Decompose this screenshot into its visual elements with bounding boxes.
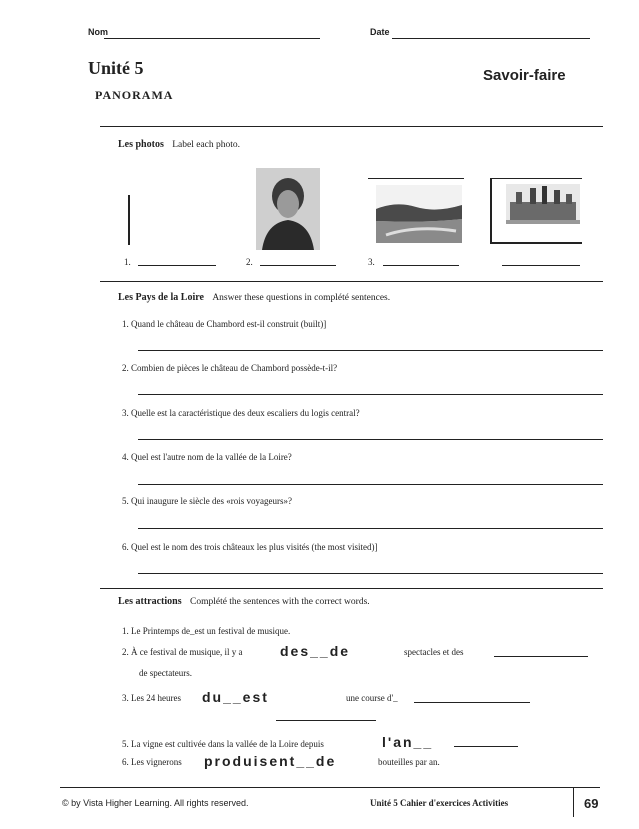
date-label: Date <box>370 27 390 37</box>
question-6: 6. Quel est le nom des trois châteaux les plus visités (the most visited)] <box>122 542 378 552</box>
nom-label: Nom <box>88 27 108 37</box>
page-number: 69 <box>584 796 599 811</box>
question-1: 1. Quand le château de Chambord est-il construit (built)] <box>122 319 327 329</box>
copyright: © by Vista Higher Learning. All rights reserved. <box>62 798 249 808</box>
blank-3[interactable] <box>414 702 530 703</box>
sentence-2-end: de spectateurs. <box>139 668 192 678</box>
question-4: 4. Quel est l'autre nom de la vallée de la Loire? <box>122 452 292 462</box>
sentence-5: 5. La vigne est cultivée dans la vallée de la Loire depuis <box>122 739 324 749</box>
answer-line-4[interactable] <box>138 484 603 485</box>
footer-divider <box>60 787 600 788</box>
sentence-3-cont: une course d'_ <box>346 693 398 703</box>
section-divider <box>100 281 603 282</box>
photos-section-title: Les photos Label each photo. <box>118 139 241 150</box>
sentence-6: 6. Les vignerons <box>122 757 182 767</box>
nom-field[interactable] <box>104 38 320 39</box>
photo-1-frame <box>128 195 130 245</box>
blank-5[interactable] <box>454 746 518 747</box>
photo-label-2: 2. <box>246 257 253 267</box>
sentence-1: 1. Le Printemps de_est un festival de musique. <box>122 626 291 636</box>
blank-4[interactable] <box>276 720 376 721</box>
photo-answer-1[interactable] <box>138 265 216 266</box>
question-5: 5. Qui inaugure le siècle des «rois voyageurs»? <box>122 496 292 506</box>
pays-section-title: Les Pays de la Loire Answer these questions in complété sentences. <box>118 292 391 303</box>
unit-title: Unité 5 <box>88 58 144 78</box>
section-divider <box>100 126 603 127</box>
attractions-section-title: Les attractions Complété the sentences with the correct words. <box>118 596 370 607</box>
photo-chambord-castle <box>506 184 580 224</box>
question-2: 2. Combien de pièces le château de Chambord possède-t-il? <box>122 363 338 373</box>
photo-answer-3[interactable] <box>383 265 459 266</box>
answer-line-1[interactable] <box>138 350 603 351</box>
sentence-6-answer: produisent__de <box>204 753 337 769</box>
photo-label-3: 3. <box>368 257 375 267</box>
sentence-2-cont: spectacles et des <box>404 647 464 657</box>
sentence-3-answer: du__est <box>202 689 269 705</box>
sentence-2: 2. À ce festival de musique, il y a <box>122 647 243 657</box>
sentence-2-answer: des__de <box>280 643 351 659</box>
blank-2[interactable] <box>494 656 588 657</box>
question-3: 3. Quelle est la caractéristique des deux escaliers du logis central? <box>122 408 360 418</box>
answer-line-2[interactable] <box>138 394 603 395</box>
date-field[interactable] <box>392 38 590 39</box>
workbook-label: Unité 5 Cahier d'exercices Activities <box>370 798 509 808</box>
photo-answer-2[interactable] <box>260 265 336 266</box>
photo-portrait <box>256 168 320 250</box>
sentence-3: 3. Les 24 heures <box>122 693 181 703</box>
sentence-6-cont: bouteilles par an. <box>378 757 440 767</box>
section-divider <box>100 588 603 589</box>
answer-line-6[interactable] <box>138 573 603 574</box>
photo-loire-valley <box>376 185 462 243</box>
answer-line-5[interactable] <box>138 528 603 529</box>
photo-answer-4[interactable] <box>502 265 580 266</box>
panorama-label: PANORAMA <box>95 88 174 102</box>
answer-line-3[interactable] <box>138 439 603 440</box>
photo-label-1: 1. <box>124 257 131 267</box>
section-header: Savoir-faire <box>483 67 566 84</box>
sentence-5-answer: l'an__ <box>382 734 434 750</box>
